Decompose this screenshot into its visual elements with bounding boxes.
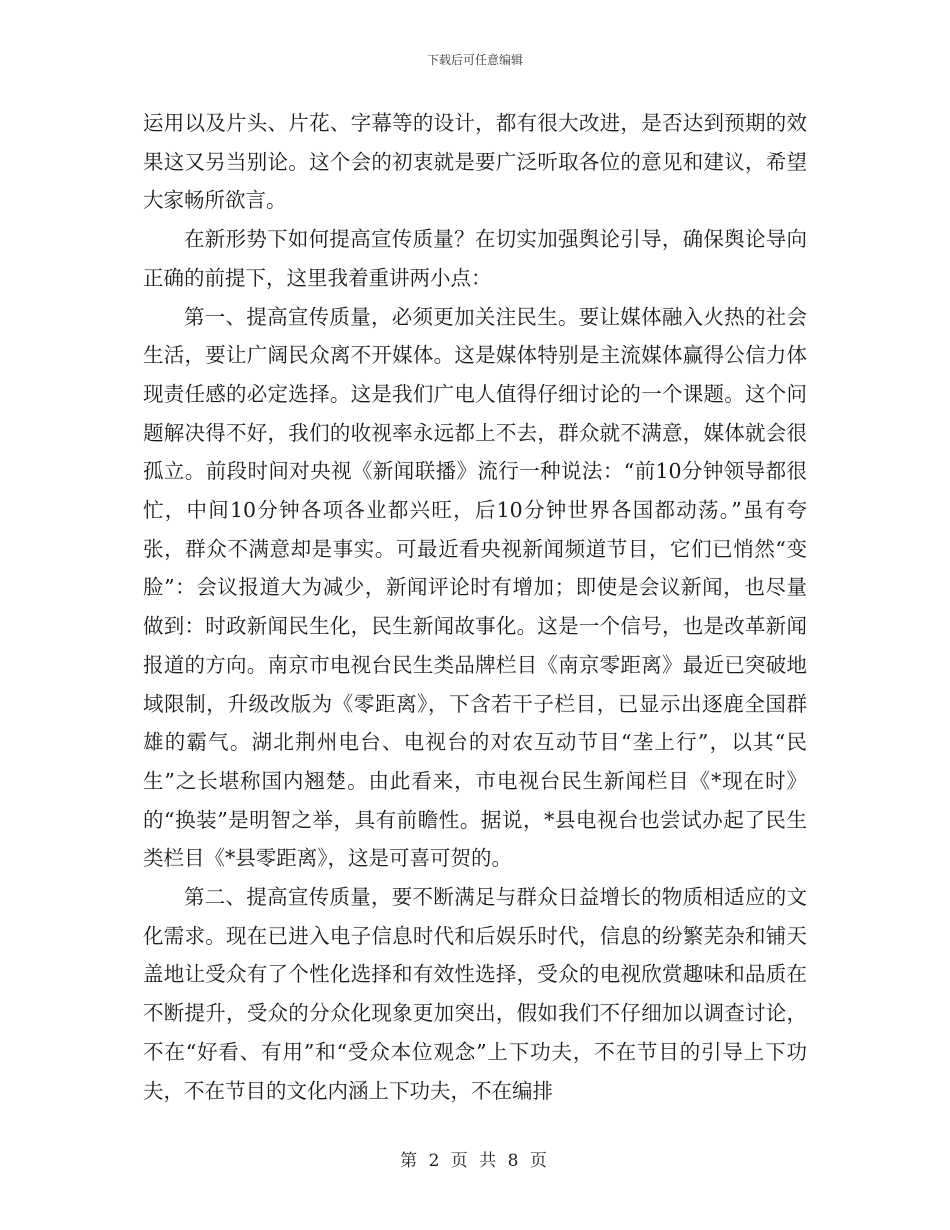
paragraph: 在新形势下如何提高宣传质量？在切实加强舆论引导，确保舆论导向正确的前提下，这里我着重讲两小点：	[143, 227, 807, 290]
paragraph: 第二、提高宣传质量，要不断满足与群众日益增长的物质相适应的文化需求。现在已进入电子信息时代和后娱乐时代，信息的纷繁芜杂和铺天盖地让受众有了个性化选择和有效性选择，受众的电视欣赏趣味和品质在不断提升，受众的分众化现象更加突出，假如我们不仔细加以调查讨论，不在“好看、有用”和“受众本位观念”上下功夫，不在节目的引导上下功夫，不在节目的文化内涵上下功夫，不在编排	[143, 885, 807, 1103]
page-footer: 第 2 页 共 8 页	[400, 1151, 550, 1171]
document-body	[143, 104, 807, 1110]
paragraph-continued: 运用以及片头、片花、字幕等的设计，都有很大改进，是否达到预期的效果这又另当别论。这个会的初衷就是要广泛听取各位的意见和建议，希望大家畅所欲言。	[143, 111, 807, 213]
paragraph: 第一、提高宣传质量，必须更加关注民生。要让媒体融入火热的社会生活，要让广阔民众离不开媒体。这是媒体特别是主流媒体赢得公信力体现责任感的必定选择。这是我们广电人值得仔细讨论的一个课题。这个问题解决得不好，我们的收视率永远都上不去，群众就不满意，媒体就会很孤立。前段时间对央视《新闻联播》流行一种说法：“前10分钟领导都很忙，中间10分钟各项各业都兴旺，后10分钟世界各国都动荡。”虽有夸张，群众不满意却是事实。可最近看央视新闻频道节目，它们已悄然“变脸”：会议报道大为减少，新闻评论时有增加；即使是会议新闻，也尽量做到：时政新闻民生化，民生新闻故事化。这是一个信号，也是改革新闻报道的方向。南京市电视台民生类品牌栏目《南京零距离》最近已突破地域限制，升级改版为《零距离》，下含若干子栏目，已显示出逐鹿全国群雄的霸气。湖北荆州电台、电视台的对农互动节目“垄上行”，以其“民生”之长堪称国内翘楚。由此看来，市电视台民生新闻栏目《*现在时》的“换装”是明智之举，具有前瞻性。据说，*县电视台也尝试办起了民生类栏目《*县零距离》，这是可喜可贺的。	[143, 304, 807, 871]
page-header: 下载后可任意编辑	[426, 53, 523, 67]
